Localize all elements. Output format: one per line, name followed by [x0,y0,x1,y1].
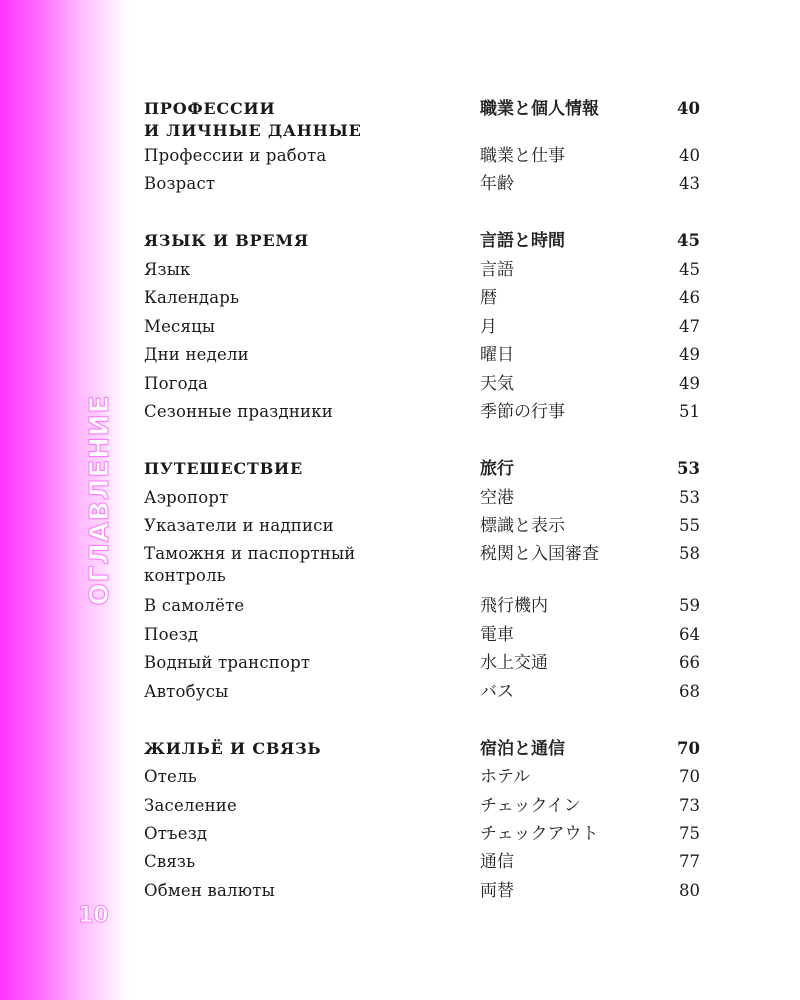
entry-page: 66 [679,653,700,672]
toc-entry[interactable] [0,515,800,541]
toc-entry[interactable] [0,851,800,877]
entry-ru: Таможня и паспортный контроль [144,544,356,585]
entry-page: 49 [679,345,700,364]
heading-page: 40 [677,99,700,118]
entry-jp: バス [480,682,514,702]
toc-entry[interactable] [0,259,800,285]
section-heading-language-time[interactable] [0,230,800,256]
toc-entry[interactable] [0,373,800,399]
heading-jp: 職業と個人情報 [480,99,599,119]
entry-page: 64 [679,625,700,644]
entry-ru: Связь [144,852,196,871]
heading-page: 45 [677,231,700,250]
toc-entry[interactable] [0,344,800,370]
entry-ru: Календарь [144,288,240,307]
entry-ru: Заселение [144,796,237,815]
heading-jp: 言語と時間 [480,231,565,251]
heading-jp: 宿泊と通信 [480,739,565,759]
toc-entry[interactable] [0,543,800,585]
entry-jp: 職業と仕事 [480,146,565,166]
section-heading-professions[interactable] [0,98,800,140]
toc-entry[interactable] [0,652,800,678]
entry-page: 59 [679,596,700,615]
entry-jp: 通信 [480,852,514,872]
entry-ru: Месяцы [144,317,216,336]
heading-jp: 旅行 [480,459,514,479]
entry-jp: チェックアウト [480,824,599,844]
toc-entry[interactable] [0,487,800,513]
entry-jp: 天気 [480,374,514,394]
entry-jp: 曜日 [480,345,514,365]
entry-page: 40 [679,146,700,165]
entry-page: 77 [679,852,700,871]
entry-ru: Отель [144,767,197,786]
entry-jp: 言語 [480,260,514,280]
toc-entry[interactable] [0,880,800,906]
entry-ru: Сезонные праздники [144,402,333,421]
entry-page: 55 [679,516,700,535]
entry-page: 80 [679,881,700,900]
entry-ru: Язык [144,260,191,279]
toc-entry[interactable] [0,595,800,621]
entry-page: 68 [679,682,700,701]
entry-ru: Профессии и работа [144,146,327,165]
entry-page: 47 [679,317,700,336]
entry-jp: 両替 [480,881,514,901]
entry-jp: 水上交通 [480,653,548,673]
entry-ru: Водный транспорт [144,653,311,672]
entry-jp: チェックイン [480,796,581,816]
entry-jp: 月 [480,317,497,337]
section-heading-housing-communication[interactable] [0,738,800,764]
entry-ru: Обмен валюты [144,881,275,900]
heading-page: 53 [677,459,700,478]
heading-page: 70 [677,739,700,758]
entry-page: 46 [679,288,700,307]
entry-page: 51 [679,402,700,421]
toc-entry[interactable] [0,823,800,849]
entry-jp: 年齢 [480,174,514,194]
entry-ru: Поезд [144,625,199,644]
toc-entry[interactable] [0,145,800,171]
contents-vertical-title: ОГЛАВЛЕНИЕ [85,394,115,606]
entry-page: 58 [679,544,700,563]
entry-page: 53 [679,488,700,507]
toc-entry[interactable] [0,681,800,707]
heading-ru: ПУТЕШЕСТВИЕ [144,459,303,478]
entry-jp: 空港 [480,488,514,508]
entry-page: 70 [679,767,700,786]
entry-ru: В самолёте [144,596,245,615]
heading-ru: ЯЗЫК И ВРЕМЯ [144,231,309,250]
entry-page: 75 [679,824,700,843]
section-heading-travel[interactable] [0,458,800,484]
toc-entry[interactable] [0,401,800,427]
toc-entry[interactable] [0,316,800,342]
heading-ru: ПРОФЕССИИ И ЛИЧНЫЕ ДАННЫЕ [144,99,362,140]
entry-jp: ホテル [480,767,531,787]
toc-entry[interactable] [0,173,800,199]
toc-entry[interactable] [0,287,800,313]
entry-page: 43 [679,174,700,193]
toc-entry[interactable] [0,766,800,792]
entry-jp: 標識と表示 [480,516,565,536]
entry-jp: 季節の行事 [480,402,565,422]
entry-jp: 電車 [480,625,514,645]
page-number: 10 [78,903,109,928]
entry-ru: Дни недели [144,345,249,364]
entry-jp: 飛行機内 [480,596,548,616]
heading-ru: ЖИЛЬЁ И СВЯЗЬ [144,739,322,758]
entry-jp: 暦 [480,288,497,308]
entry-page: 49 [679,374,700,393]
entry-page: 73 [679,796,700,815]
entry-ru: Автобусы [144,682,229,701]
entry-ru: Отъезд [144,824,208,843]
entry-ru: Погода [144,374,209,393]
entry-page: 45 [679,260,700,279]
toc-entry[interactable] [0,795,800,821]
entry-ru: Возраст [144,174,216,193]
entry-jp: 税関と入国審査 [480,544,599,564]
toc-entry[interactable] [0,624,800,650]
entry-ru: Аэропорт [144,488,229,507]
entry-ru: Указатели и надписи [144,516,334,535]
